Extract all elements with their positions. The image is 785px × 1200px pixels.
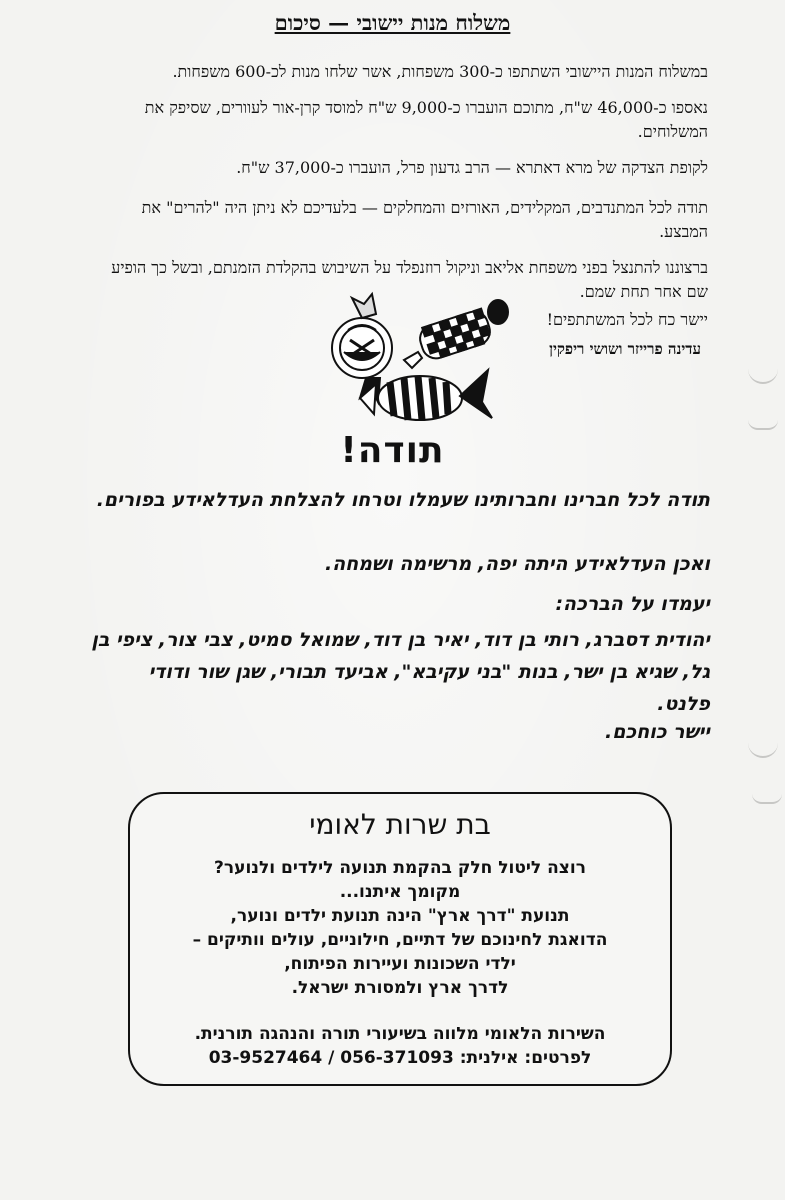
summary-title: משלוח מנות יישובי — סיכום bbox=[274, 10, 511, 35]
binder-hole-4 bbox=[752, 794, 782, 804]
binder-hole-3 bbox=[748, 742, 778, 758]
ad-title: בת שרות לאומי bbox=[309, 808, 491, 841]
ad-box bbox=[128, 792, 672, 1086]
binder-hole-1 bbox=[748, 368, 778, 384]
candy-illustration bbox=[320, 290, 520, 440]
ad-line-8: לפרטים: אילנית: 056-371093 / 03-9527464 bbox=[208, 1048, 592, 1068]
summary-paragraph-2: נאספו כ-46,000 ש"ח, מתוכם הועברו כ-9,000 ש"ח למוסד קרן-אור לעוורים, שסיפק את המשלוחים. bbox=[144, 98, 708, 141]
signature: עדינה פרייזר ושושי ריפקין bbox=[549, 340, 701, 358]
thanks-line-1: תודה לכל חברינו וחברותינו שעמלו וטרחו להצלחת העדלאידע בפורים. bbox=[96, 489, 710, 511]
summary-paragraph-6: יישר כח לכל המשתתפים! bbox=[546, 310, 708, 329]
thanks-heading: תודה! bbox=[340, 430, 445, 471]
summary-paragraph-5: ברצוננו להתנצל בפני משפחת אליאב וניקול רוזנפלד על השיבוש בהקלדת הזמנתם, ובשל כך הופיע שם אחר תחת שמם. bbox=[111, 258, 708, 301]
ad-line-7: השירות הלאומי מלווה בשיעורי תורה והנהגה תורנית. bbox=[194, 1024, 606, 1044]
thanks-line-5: יישר כוחכם. bbox=[604, 721, 710, 743]
thanks-line-2: ואכן העדלאידע היתה יפה, מרשימה ושמחה. bbox=[324, 553, 710, 575]
ad-line-1: רוצה ליטול חלק בהקמת תנועה לילדים ולנוער? bbox=[214, 858, 586, 878]
ad-line-5: ילדי השכונות ועיירות הפיתוח, bbox=[284, 954, 516, 974]
summary-paragraph-1: במשלוח המנות היישובי השתתפו כ-300 משפחות, אשר שלחו מנות לכ-600 משפחות. bbox=[172, 62, 708, 81]
summary-paragraph-3: לקופת הצדקה של מרא דאתרא — הרב גדעון פרל, הועברו כ-37,000 ש"ח. bbox=[236, 158, 708, 177]
ad-line-6: לדרך ארץ ולמסורת ישראל. bbox=[291, 978, 509, 998]
ad-line-4: הדואגת לחינוכם של דתיים, חילוניים, עולים וותיקים – bbox=[192, 930, 608, 950]
binder-hole-2 bbox=[748, 420, 778, 430]
thanks-line-4: יהודית דסברג, רותי בן דוד, יאיר בן דוד, שמואל סמיט, צבי צור, ציפי בן גל, שגיא בן ישר, בנות "בני עקיבא", אביעד תבורי, שגן שור ודודי פלנט. bbox=[91, 629, 710, 715]
ad-line-2: מקומך איתנו... bbox=[339, 882, 461, 902]
ad-line-3: תנועת "דרך ארץ" הינה תנועת ילדים ונוער, bbox=[230, 906, 570, 926]
thanks-line-3: יעמדו על הברכה: bbox=[555, 593, 710, 615]
summary-paragraph-4: תודה לכל המתנדבים, המקלידים, האורזים והמחלקים — בלעדיכם לא ניתן היה "להרים" את המבצע. bbox=[141, 198, 708, 241]
